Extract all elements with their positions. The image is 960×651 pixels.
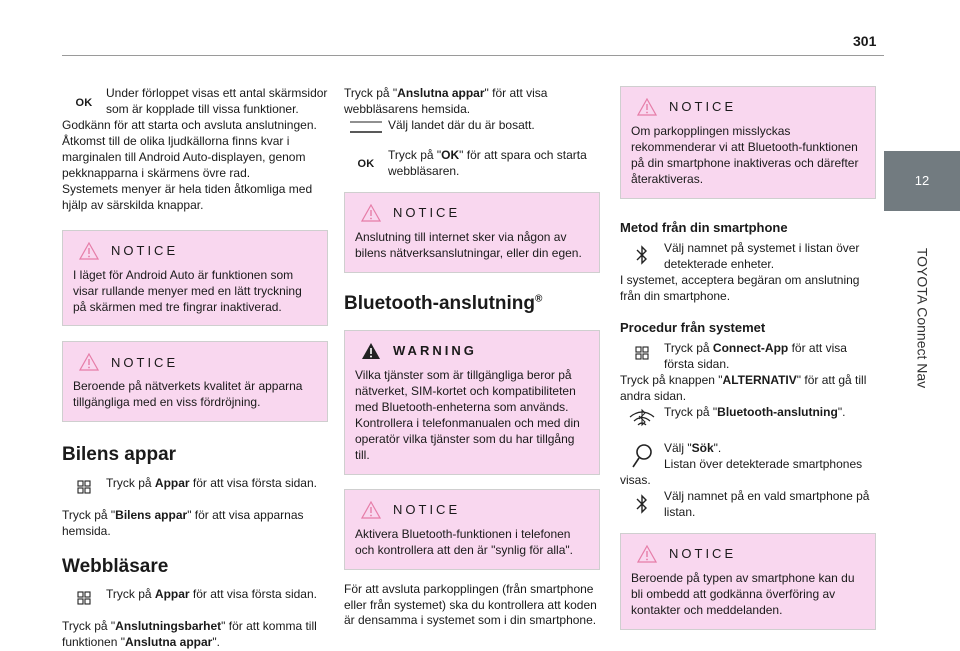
- notice-box: [62, 230, 328, 327]
- notice-box: [620, 533, 876, 630]
- warning-triangle-icon: [79, 242, 99, 260]
- column-2: Tryck på "Anslutna appar" för att visa webbläsarens hemsida. Välj landet där du är bosatt. OK Tryck på "OK" för att spara och starta webbläsaren. NOTICE Anslutning till internet sker via någon av bilens nätverksanslutningar, eller din egen. Bluetooth-anslutning® WARNING Vilka tjänster som är tillgängliga beror på nätverket, SIM-kortet och kompatibiliteten med Bluetooth-enheterna som används. Kontrollera i telefonmanualen och med din operatör vilka tjänster som du har tillgång till. NOTICE Aktivera Bluetooth-funktionen i telefonen och kontrollera att den är "synlig för alla". För att avsluta parkopplingen (från smartphone eller från systemet) ska du kontrollera att koden är densamma i systemet som i din smartphone.: [344, 86, 600, 629]
- paragraph: För att avsluta parkopplingen (från smartphone eller från systemet) ska du kontrollera att koden är densamma i systemet som i din smartphone.: [344, 581, 597, 628]
- notice-box: [62, 341, 328, 422]
- warning-triangle-icon: [637, 545, 657, 563]
- section-heading-bluetooth: Bluetooth-anslutning®: [344, 292, 543, 314]
- ok-icon: OK: [75, 97, 93, 109]
- bluetooth-icon: [620, 494, 664, 514]
- notice-box: [344, 489, 600, 570]
- phone-icon-line: Välj namnet på systemet i listan över detekterade enheter.: [664, 241, 860, 272]
- ok-step: OK Tryck på "OK" för att spara och starta webbläsaren.: [344, 148, 600, 180]
- section-heading-system: Procedur från systemet: [620, 319, 766, 335]
- ok-step: [62, 86, 328, 118]
- phone-rest: I systemet, acceptera begäran om anslutning från din smartphone.: [620, 273, 860, 303]
- notice-title: NOTICE: [669, 546, 737, 562]
- warning-triangle-icon: [361, 501, 381, 519]
- notice-text: Om parkopplingen misslyckas rekommenderar vi att Bluetooth-funktionen på din smartphone inaktiveras och därefter återaktiveras.: [631, 124, 859, 186]
- apps-grid-icon: [62, 591, 106, 605]
- notice-text: I läget för Android Auto är funktionen som visar rullande menyer med en lätt tryckning på skärmen med tre fingrar inaktiverad.: [73, 267, 302, 314]
- column-3: NOTICE Om parkopplingen misslyckas rekommenderar vi att Bluetooth-funktionen på din smartphone inaktiveras och därefter återaktiveras. Metod från din smartphone Välj namnet på systemet i listan över detekterade enheter. I systemet, acceptera begäran om anslutning från din smartphone. Procedur från systemet Tryck på Connect-App för att visa första sidan. Tryck på knappen "ALTERNATIV" för att gå till andra sidan. Tryck på "Bluetooth-anslutning". Välj "Sök". Listan över detekterade smartphones visas. Välj namnet på en vald smartphone på listan. NOTICE Beroende på typen av smartphone kan du bli ombedd att godkänna överföring av kontakter och meddelanden.: [620, 86, 876, 630]
- warning-triangle-icon: [361, 342, 381, 360]
- ok-icon: OK: [357, 157, 375, 170]
- chapter-title: TOYOTA Connect Nav: [914, 247, 931, 389]
- notice-text: Aktivera Bluetooth-funktionen i telefonen och kontrollera att den är "synlig för alla".: [355, 526, 573, 557]
- warning-triangle-icon: [79, 353, 99, 371]
- notice-box: [344, 192, 600, 273]
- warning-title: WARNING: [393, 343, 477, 359]
- warning-triangle-icon: [637, 98, 657, 116]
- system-step-1: Tryck på Connect-App för att visa första sidan.: [620, 341, 876, 373]
- phone-step: [620, 241, 876, 273]
- section-heading-phone: Metod från din smartphone: [620, 219, 788, 235]
- notice-title: NOTICE: [669, 99, 737, 115]
- apps-step: Tryck på Appar för att visa första sidan.: [62, 476, 328, 492]
- chapter-tab: [884, 151, 960, 211]
- notice-text: Beroende på nätverkets kvalitet är apparna tillgängliga med en viss fördröjning.: [73, 379, 303, 410]
- notice-title: NOTICE: [111, 354, 179, 370]
- search-icon: [620, 443, 664, 469]
- column-1: OK Under förloppet visas ett antal skärmsidor som är kopplade till vissa funktioner. Godkänn för att starta och avsluta anslutningen. Åtkomst till de olika ljudkällorna finns kvar i marginalen till Android Auto-displayen, genom pekknapparna i skärmens övre rad. Systemets menyer är hela tiden åtkomliga med hjälp av särskilda knappar. NOTICE I läget för Android Auto är funktionen som visar rullande menyer med en lätt tryckning på skärmen med tre fingrar inaktiverad. NOTICE Beroende på nätverkets kvalitet är apparna tillgängliga med en viss fördröjning. Bilens appar Tryck på Appar för att visa första sidan. Tryck på "Bilens appar" för att visa apparnas hemsida. Webbläsare Tryck på Appar för att visa första sidan. Tryck på "Anslutningsbarhet" för att komma till funktionen "Anslutna appar".: [62, 86, 328, 649]
- system-step-4: Välj namnet på en vald smartphone på listan.: [620, 489, 876, 521]
- browser-step: Tryck på Appar för att visa första sidan.: [62, 587, 328, 603]
- intro-icon-line: Under förloppet visas ett antal skärmsidor som är kopplade till vissa funktioner.: [106, 86, 328, 116]
- section-heading-browser: Webbläsare: [62, 555, 169, 577]
- notice-title: NOTICE: [393, 502, 461, 518]
- system-step-2: Tryck på "Bluetooth-anslutning".: [620, 405, 876, 435]
- chapter-number: 12: [914, 173, 930, 188]
- system-step-3: Välj "Sök". Listan över detekterade smartphones: [620, 441, 876, 473]
- apps-grid-icon: [620, 346, 664, 360]
- country-line: Välj landet där du är bosatt.: [388, 117, 535, 132]
- notice-box: [620, 86, 876, 199]
- flag-bar-icon: [344, 120, 388, 134]
- notice-title: NOTICE: [111, 242, 179, 258]
- notice-title: NOTICE: [393, 205, 461, 221]
- warning-triangle-icon: [361, 204, 381, 222]
- warning-text: Vilka tjänster som är tillgängliga beror på nätverket, SIM-kortet och kompatibiliteten med Bluetooth-enheterna som används. Kontrollera i telefonmanualen och med din operatör vilka tjänster som du har tillgång till.: [355, 367, 580, 462]
- notice-text: Anslutning till internet sker via någon av bilens nätverksanslutningar, eller din egen.: [355, 229, 582, 260]
- warning-box: [344, 330, 600, 475]
- header-rule: [62, 55, 884, 56]
- wifi-icon: [620, 407, 664, 435]
- section-heading-apps: Bilens appar: [62, 444, 177, 466]
- country-step: [344, 118, 600, 134]
- apps-grid-icon: [62, 480, 106, 494]
- notice-text: Beroende på typen av smartphone kan du bli ombedd att godkänna överföring av kontakter och meddelanden.: [631, 570, 855, 617]
- page-number: 301: [853, 33, 877, 49]
- intro-text: Godkänn för att starta och avsluta anslutningen. Åtkomst till de olika ljudkällorna finns kvar i marginalen till Android Auto-displayen, genom pekknapparna i skärmens övre rad. Systemets menyer är hela tiden åtkomliga med hjälp av särskilda knappar.: [62, 117, 317, 212]
- bluetooth-icon: [620, 245, 664, 265]
